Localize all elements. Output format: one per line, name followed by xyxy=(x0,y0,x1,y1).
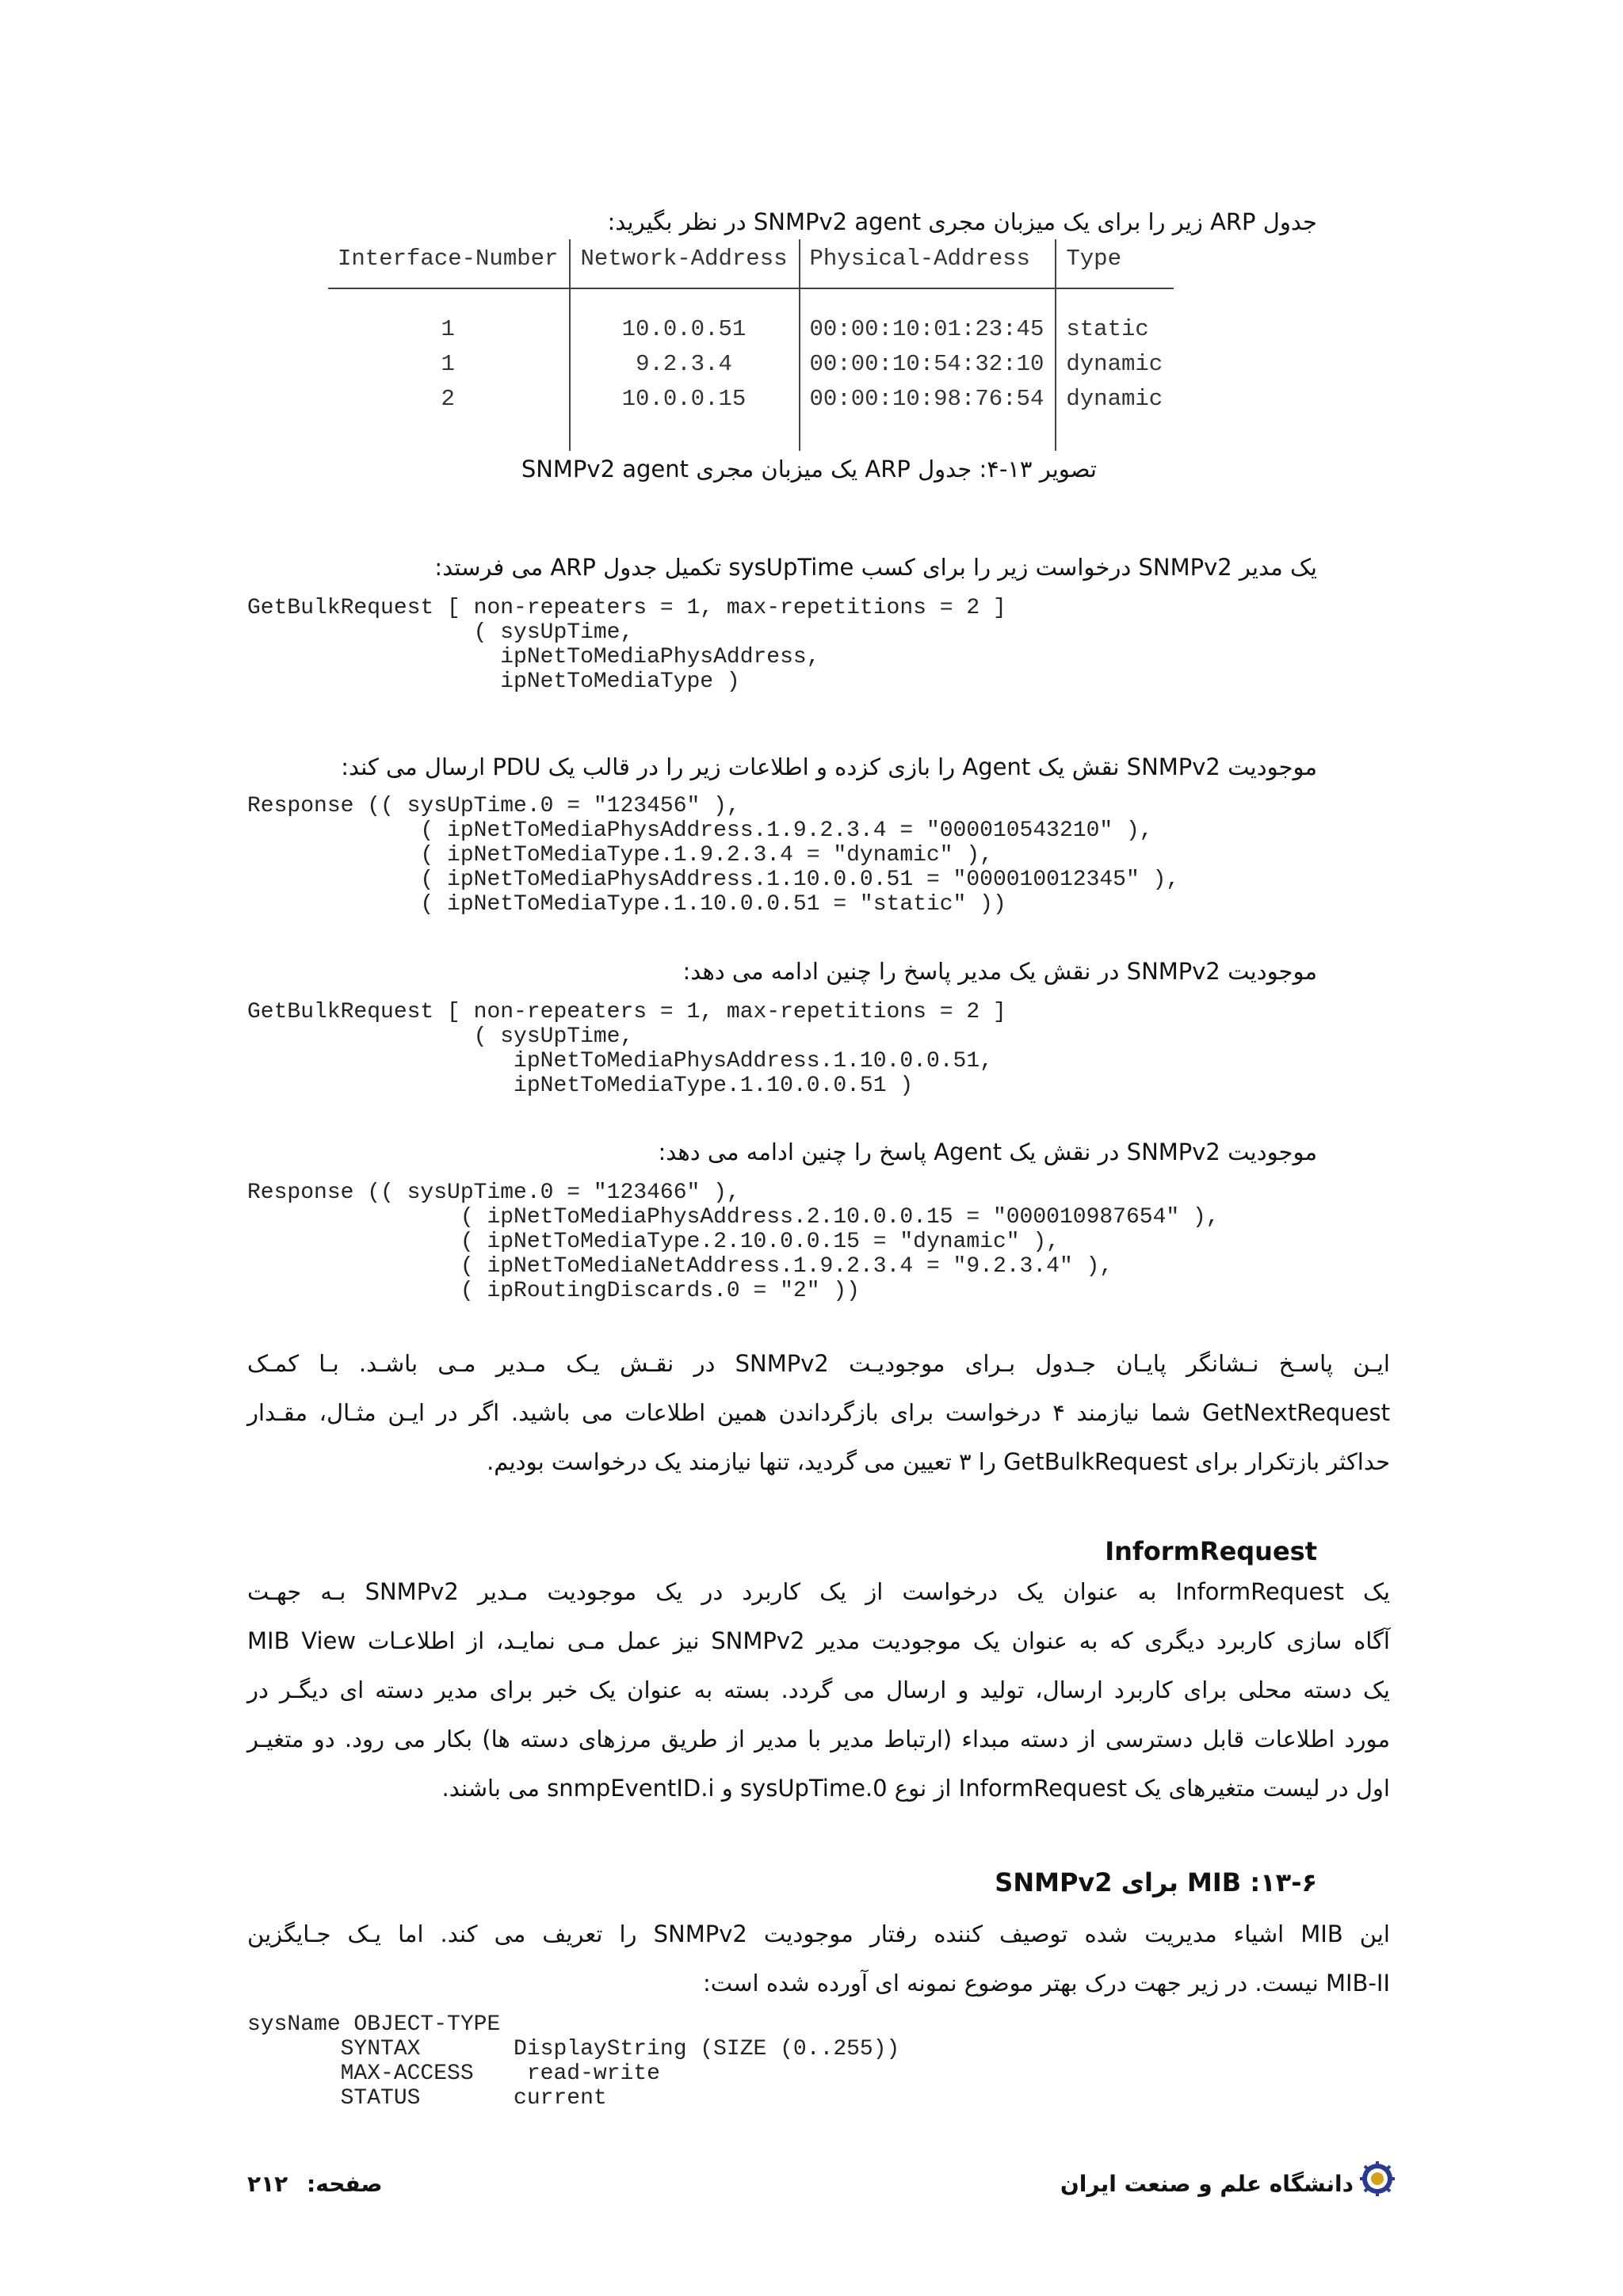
code-block-getbulk-2: GetBulkRequest [ non-repeaters = 1, max-repetitions = 2 ] ( sysUpTime, ipNetToMediaPhysAddress.1.10.0.0.51, ipNetToMediaType.1.10.0.0.51 ) xyxy=(247,1000,1006,1098)
summary-line: ایـن پاسـخ نـشانگر پایـان جـدول بـرای موجودیـت SNMPv2 در نقـش یـک مـدیر مـی باشـد. بـا کمـک xyxy=(247,1350,1390,1377)
inform-request-heading: InformRequest xyxy=(1105,1536,1317,1566)
arp-cell-network: 10.0.0.51 xyxy=(570,288,799,346)
arp-header-interface-number: Interface-Number xyxy=(328,239,570,288)
summary-paragraph xyxy=(247,1339,1390,1486)
inform-line: یک دسته محلی برای کاربرد ارسال، تولید و ارسال می گردد. بسته به عنوان یک خبر برای مدیر دسته ای دیگـر در xyxy=(247,1676,1390,1703)
mib-line: این MIB اشیاء مدیریت شده توصیف کننده رفتار موجودیت SNMPv2 را تعریف می کند. اما یـک جـایگزین xyxy=(247,1920,1390,1947)
inform-line: آگاه سازی کاربرد دیگری که به عنوان یک موجودیت مدیر SNMPv2 نیز عمل مـی نمایـد، از اطلاعـات MIB View xyxy=(247,1627,1390,1654)
arp-cell-network: 9.2.3.4 xyxy=(570,346,799,381)
table-row xyxy=(328,288,1174,346)
arp-cell-type: dynamic xyxy=(1056,381,1174,451)
arp-cell-interface: 1 xyxy=(441,350,455,377)
inform-line: اول در لیست متغیرهای یک InformRequest از نوع sysUpTime.0 و snmpEventID.i می باشند. xyxy=(441,1775,1390,1802)
summary-line: حداکثر بازتکرار برای GetBulkRequest را ۳ تعیین می گردید، تنها نیازمند یک درخواست بودیم. xyxy=(487,1448,1390,1475)
table-row xyxy=(328,346,1174,381)
code-block-getbulk-1: GetBulkRequest [ non-repeaters = 1, max-repetitions = 2 ] ( sysUpTime, ipNetToMediaPhysAddress, ipNetToMediaType ) xyxy=(247,596,1006,694)
inform-line: یک InformRequest به عنوان یک درخواست از یک کاربرد در یک موجودیت مـدیر SNMPv2 بـه جهـت xyxy=(247,1578,1390,1605)
footer-page-number: ۲۱۲ xyxy=(247,2171,288,2197)
arp-cell-type: static xyxy=(1056,288,1174,346)
footer-page-indicator xyxy=(247,2171,383,2197)
university-logo-icon xyxy=(1360,2161,1395,2196)
code-block-response-1: Response (( sysUpTime.0 = "123456" ), ( ipNetToMediaPhysAddress.1.9.2.3.4 = "000010543210" ), ( ipNetToMediaType.1.9.2.3.4 = "dynamic" ), ( ipNetToMediaPhysAddress.1.10.0.0.51 = "000010012345" ), ( ipNetToMediaType.1.10.0.0.51 = "static" )) xyxy=(247,794,1180,917)
arp-cell-interface: 2 xyxy=(441,385,455,412)
arp-cell-network: 10.0.0.15 xyxy=(570,381,799,451)
agent-response-text: موجودیت SNMPv2 نقش یک Agent را بازی کزده و اطلاعات زیر را در قالب یک PDU ارسال می کند: xyxy=(341,753,1317,780)
inform-paragraph xyxy=(247,1567,1390,1813)
arp-header-type: Type xyxy=(1056,239,1174,288)
arp-table xyxy=(328,239,1174,451)
code-block-response-2: Response (( sysUpTime.0 = "123466" ), ( ipNetToMediaPhysAddress.2.10.0.0.15 = "000010987654" ), ( ipNetToMediaType.2.10.0.0.15 = "dynamic" ), ( ipNetToMediaNetAddress.1.9.2.3.4 = "9.2.3.4" ), ( ipRoutingDiscards.0 = "2" )) xyxy=(247,1180,1220,1303)
arp-cell-interface: 1 xyxy=(441,315,455,342)
figure-caption: تصویر ۱۳-۴: جدول ARP یک میزبان مجری SNMPv2 agent xyxy=(521,456,1097,482)
arp-cell-type: dynamic xyxy=(1056,346,1174,381)
arp-cell-physical: 00:00:10:01:23:45 xyxy=(800,288,1056,346)
mib-section-heading: ۱۳-۶: MIB برای SNMPv2 xyxy=(995,1867,1317,1897)
summary-line: GetNextRequest شما نیازمند ۴ درخواست برای بازگرداندن همین اطلاعات می باشید. اگر در ایـن مثـال، مقـدار xyxy=(247,1399,1390,1426)
arp-table-header-row xyxy=(328,239,1174,288)
footer-page-label: صفحه: xyxy=(307,2171,383,2197)
table-row xyxy=(328,381,1174,451)
footer-university-name: دانشگاه علم و صنعت ایران xyxy=(1060,2171,1354,2197)
arp-intro-text: جدول ARP زیر را برای یک میزبان مجری SNMPv2 agent در نظر بگیرید: xyxy=(607,208,1317,235)
manager-request-text: یک مدیر SNMPv2 درخواست زیر را برای کسب sysUpTime تکمیل جدول ARP می فرستد: xyxy=(434,554,1317,581)
manager-continue-text: موجودیت SNMPv2 در نقش یک مدیر پاسخ را چنین ادامه می دهد: xyxy=(682,958,1317,985)
arp-cell-physical: 00:00:10:54:32:10 xyxy=(800,346,1056,381)
arp-header-physical-address: Physical-Address xyxy=(800,239,1056,288)
arp-header-network-address: Network-Address xyxy=(570,239,799,288)
inform-line: مورد اطلاعات قابل دسترسی از دسته مبداء (ارتباط مدیر با مدیر از طریق مرزهای دسته ها) بکار می رود. دو متغیـر xyxy=(247,1726,1390,1753)
mib-paragraph xyxy=(247,1909,1390,2008)
mib-line: MIB-II نیست. در زیر جهت درک بهتر موضوع نمونه ای آورده شده است: xyxy=(703,1970,1390,1997)
agent-continue-text: موجودیت SNMPv2 در نقش یک Agent پاسخ را چنین ادامه می دهد: xyxy=(658,1138,1317,1165)
code-block-sysname: sysName OBJECT-TYPE SYNTAX DisplayString (SIZE (0..255)) MAX-ACCESS read-write STATUS current xyxy=(247,2012,900,2111)
arp-cell-physical: 00:00:10:98:76:54 xyxy=(800,381,1056,451)
